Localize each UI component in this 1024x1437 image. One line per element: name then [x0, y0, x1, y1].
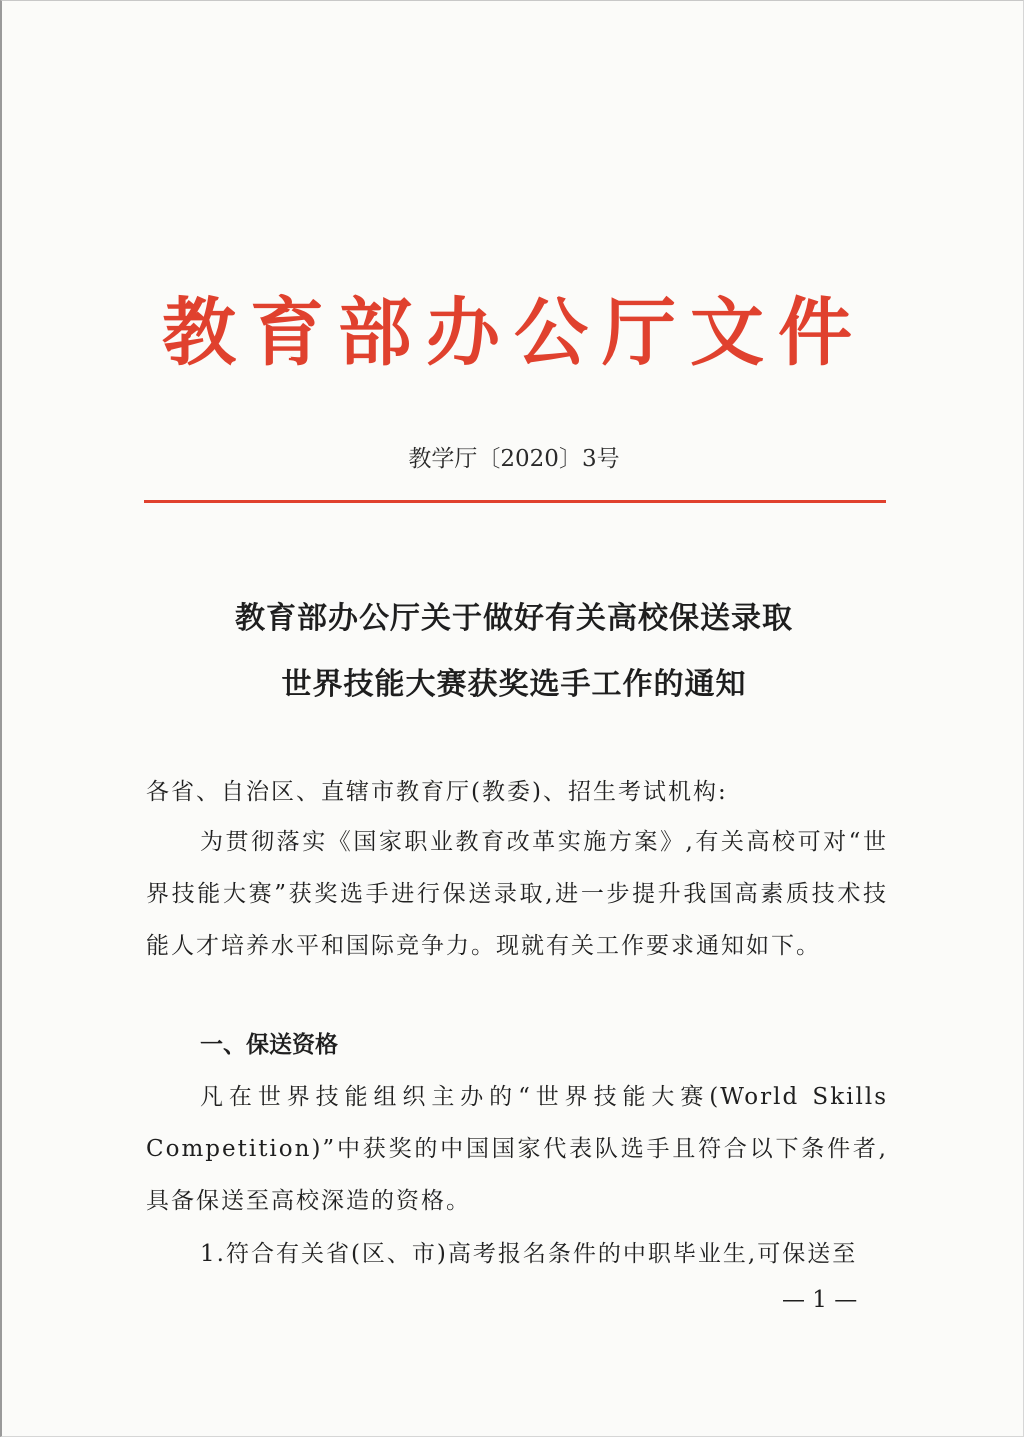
page-number: — 1 —: [782, 1287, 858, 1313]
body-paragraph-1: 为贯彻落实《国家职业教育改革实施方案》,有关高校可对“世界技能大赛”获奖选手进行保送录取,进一步提升我国高素质技术技能人才培养水平和国际竞争力。现就有关工作要求通知如下。: [146, 829, 888, 959]
salutation: 各省、自治区、直辖市教育厅(教委)、招生考试机构:: [146, 779, 728, 805]
body-paragraph-3: 1.符合有关省(区、市)高考报名条件的中职毕业生,可保送至: [200, 1241, 858, 1267]
document-title-line-1: 教育部办公厅关于做好有关高校保送录取: [235, 601, 793, 636]
document-title-line-2: 世界技能大赛获奖选手工作的通知: [281, 667, 747, 702]
red-divider-line: [144, 500, 886, 503]
document-number: 教学厅〔2020〕3号: [408, 446, 620, 472]
body-paragraph-2: 凡在世界技能组织主办的“世界技能大赛(World Skills Competition)”中获奖的中国国家代表队选手且符合以下条件者,具备保送至高校深造的资格。: [146, 1084, 888, 1214]
section-heading-1: 一、保送资格: [200, 1032, 338, 1058]
document-masthead: 教育部办公厅文件: [162, 290, 866, 376]
